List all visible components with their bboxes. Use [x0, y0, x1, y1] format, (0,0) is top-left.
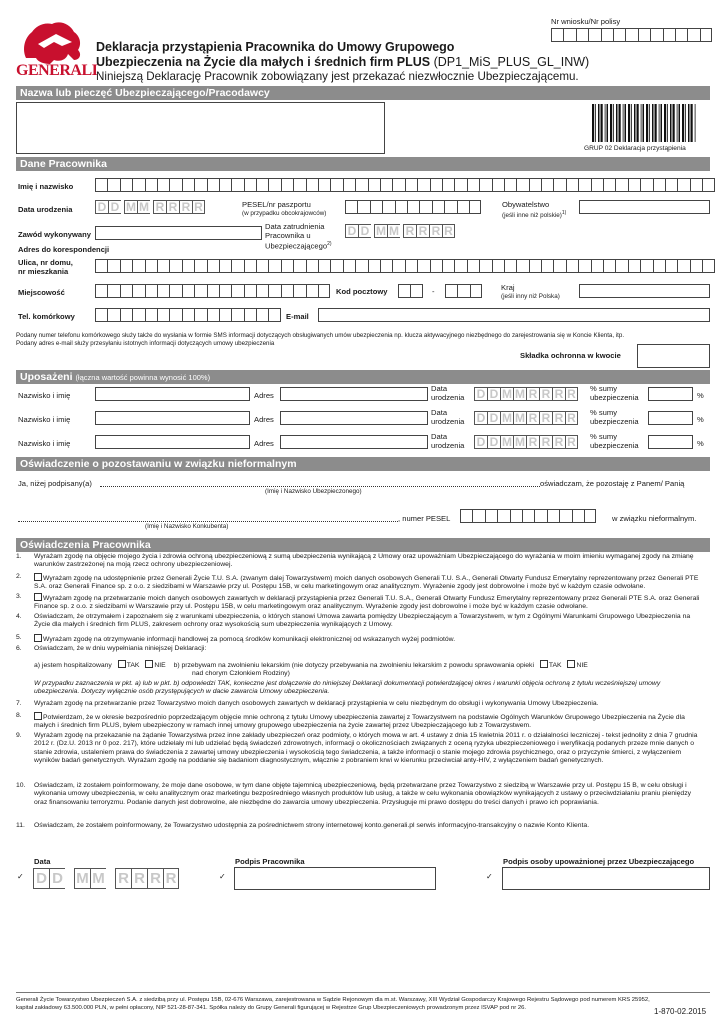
date-placeholder-char: R [403, 224, 416, 238]
barcode-bar [659, 104, 660, 142]
hire-date-cells[interactable] [345, 224, 455, 238]
page-title-line2 [96, 55, 589, 69]
statement-text: Oświadczam, że w dniu wypełniania niniejszej Deklaracji: [34, 645, 207, 652]
benef-address-field[interactable] [280, 411, 428, 425]
date-placeholder-char: R [526, 387, 539, 401]
statement-text-wrap [34, 573, 704, 592]
barcode-bar [685, 104, 686, 142]
authorized-signature-field[interactable] [502, 867, 710, 890]
informal-caption2: (Imię i Nazwisko Konkubenta) [145, 523, 229, 530]
email-note: Podany adres e-mail służy przesyłaniu istotnych informacji dotyczących umowy ubezpieczenia [16, 340, 275, 347]
date-placeholder-char: M [515, 387, 525, 401]
benef-share-label [590, 432, 639, 450]
statement-number: 7. [16, 700, 22, 707]
benef-share-label [590, 384, 639, 402]
barcode-bar [661, 104, 663, 142]
country-note: (jeśli inny niż Polska) [501, 293, 560, 300]
statement-item [16, 553, 708, 569]
barcode-bar [592, 104, 594, 142]
barcode-bar [598, 104, 600, 142]
footer-line1: Generali Życie Towarzystwo Ubezpieczeń S.A. z siedzibą przy ul. Postępu 15B, 02-676 Warszawa, zarejestrowana w Sądzie Rejonowym dla m.st. Warszawy, XIII Wydział Gospodarczy Krajowego Rejestru Sądowego pod numerem KRS 25952, [16, 997, 650, 1003]
barcode-bar [688, 104, 690, 142]
pesel-label: PESEL/nr paszportu [242, 200, 311, 209]
barcode-bar [673, 104, 675, 142]
q6-row [34, 660, 704, 679]
date-placeholder-char: R [565, 411, 578, 425]
street-l2: nr mieszkania [18, 267, 69, 276]
date-placeholder-char: R [179, 200, 192, 214]
informal-line2-after: w związku nieformalnym. [612, 514, 697, 523]
statement-text: Wyrażam zgodę na przetwarzanie przez Towarzystwo moich danych osobowych zawartych w deklaracji przystąpienia w celu niezbędnym do obsługi i wykonywania Umowy Ubezpieczenia. [34, 700, 599, 707]
employee-signature-field[interactable] [234, 867, 436, 890]
date-placeholder-char: R [442, 224, 455, 238]
barcode-bar [631, 104, 632, 142]
premium-field[interactable] [637, 344, 710, 368]
consent-checkbox[interactable] [34, 573, 42, 581]
benef-share-field[interactable] [648, 435, 693, 449]
benef-name-field[interactable] [95, 411, 250, 425]
country-label: Kraj [501, 283, 515, 292]
statement-item [16, 680, 708, 696]
page-title: Deklaracja przystąpienia Pracownika do Umowy Grupowego [96, 40, 455, 54]
section-employee: Dane Pracownika [16, 157, 710, 171]
benef-dob-l2: urodzenia [431, 441, 465, 450]
date-placeholder-char: R [552, 435, 565, 449]
city-cells[interactable] [95, 284, 330, 298]
section-beneficiaries [16, 370, 710, 384]
citizenship-note-text: (jeśli inne niż polskie) [502, 212, 562, 220]
benef-pct: % [697, 415, 704, 424]
dob-label: Data urodzenia [18, 205, 73, 214]
barcode-bar [637, 104, 639, 142]
statement-text-wrap [34, 645, 704, 653]
benef-dob-l2: urodzenia [431, 393, 465, 402]
email-field[interactable] [318, 308, 710, 322]
benef-name-field[interactable] [95, 387, 250, 401]
consent-checkbox[interactable] [34, 634, 42, 642]
date-placeholder-char: R [539, 435, 552, 449]
street-cells[interactable] [95, 259, 715, 273]
tick-icon: ✓ [486, 872, 493, 881]
consent-checkbox[interactable] [34, 712, 42, 720]
barcode-bar [643, 104, 645, 142]
date-placeholder-char: M [139, 200, 149, 214]
benef-share-l1: % sumy [590, 408, 618, 417]
benef-name-label: Nazwisko i imię [18, 415, 71, 424]
premium-label: Składka ochronna w kwocie [520, 351, 621, 360]
informal-line2-end: , numer PESEL [398, 514, 451, 523]
barcode-bar [616, 104, 618, 142]
informal-dots1[interactable] [100, 486, 540, 487]
informal-dots2[interactable] [18, 521, 398, 522]
statement-text-wrap [34, 613, 704, 630]
benef-address-field[interactable] [280, 435, 428, 449]
name-cells[interactable] [95, 178, 715, 192]
name-label: Imię i nazwisko [18, 182, 74, 191]
statement-number: 8. [16, 712, 22, 719]
hire-date-l2: Pracownika u [265, 231, 311, 240]
email-label: E-mail [286, 312, 309, 321]
authorized-signature-label: Podpis osoby upoważnionej przez Ubezpieczającego [503, 857, 695, 866]
date-placeholder-char: M [74, 868, 90, 889]
title-code: (DP1_MiS_PLUS_GL_INW) [430, 55, 590, 69]
phone-cells[interactable] [95, 308, 281, 322]
dob-cells[interactable] [95, 200, 205, 214]
date-label: Data [34, 857, 51, 866]
statement-number: 2. [16, 573, 22, 580]
title-bold: Ubezpieczenia na Życie dla małych i średnich firm PLUS [96, 55, 431, 69]
address-label: Adres do korespondencji [18, 245, 110, 254]
date-placeholder-char: D [487, 435, 500, 449]
benef-name-field[interactable] [95, 435, 250, 449]
barcode-bar [670, 104, 672, 142]
nie-label: NIE [576, 662, 588, 669]
pesel-cells[interactable] [345, 200, 481, 214]
hire-sup: 2) [327, 241, 332, 247]
date-placeholder-char: D [345, 224, 358, 238]
phone-label: Tel. komórkowy [18, 312, 75, 321]
benef-share-field[interactable] [648, 411, 693, 425]
phone-note: Podany numer telefonu komórkowego służy także do wysłania w formie SMS informacji dotyczących obsługiwanych umów ubezpieczenia np. klucza aktywacyjnego niezbędnego do zarejestrowania się w Koncie Klienta, itp. [16, 332, 625, 339]
informal-line1-end: oświadczam, że pozostaję z Panem/ Panią [540, 479, 685, 488]
postal-cells-a[interactable] [398, 284, 423, 298]
date-placeholder-char: D [487, 387, 500, 401]
date-placeholder-char: R [552, 387, 565, 401]
barcode-bar [682, 104, 684, 142]
statement-text-wrap [34, 553, 704, 570]
barcode-bar [623, 104, 624, 142]
statement-item [16, 782, 708, 818]
informal-pesel-cells[interactable] [460, 509, 596, 523]
benef-share-l1: % sumy [590, 384, 618, 393]
section-employer: Nazwa lub pieczęć Ubezpieczającego/Pracodawcy [16, 86, 710, 100]
statement-text: Wyrażam zgodę na objęcie mojego życia i zdrowia ochroną ubezpieczeniową z sumą ubezpieczenia wynikającą z Umowy oraz upoważniam Ubezpieczającego do wyrażania w moim imieniu wymaganej zgody na zmianę warunków zastrzeżonej na moją rzecz ochrony ubezpieczeniowej. [34, 553, 694, 569]
date-placeholder-char: R [416, 224, 429, 238]
consent-checkbox[interactable] [34, 593, 42, 601]
date-placeholder-char: R [429, 224, 442, 238]
informal-caption1: (Imię i Nazwisko Ubezpieczonego) [265, 488, 362, 495]
statement-item [16, 822, 708, 830]
q6b-nie-checkbox[interactable] [567, 660, 575, 668]
tak-label: TAK [126, 662, 140, 669]
barcode-bar [646, 104, 648, 142]
barcode-bar [679, 104, 681, 142]
street-label [18, 258, 73, 276]
statement-item [16, 613, 708, 629]
benef-dob-cells[interactable] [474, 411, 578, 425]
q6a-tak-checkbox[interactable] [118, 660, 126, 668]
sign-date-cells[interactable] [33, 868, 179, 889]
date-placeholder-char: M [389, 224, 399, 238]
footer-line2: kapitał zakładowy 63.500.000 PLN, w pełni opłacony, NIP 521-28-87-341. Spółka należy do Grupy Generali figurującej w Rejestrze Grup Ubezpieczeniowych prowadzonym przez ISVAP pod nr 26. [16, 1005, 527, 1011]
date-placeholder-char: R [539, 387, 552, 401]
footer-code: 1-870-02.2015 [654, 1007, 707, 1016]
date-placeholder-char: M [376, 224, 386, 238]
benef-pct: % [697, 391, 704, 400]
statement-text-wrap [34, 712, 704, 731]
statement-text: Wyrażam zgodę na przetwarzanie moich danych osobowych zawartych w deklaracji przystąpienia przez Generali T.U. S.A., Generali Otwarty Fundusz Emerytalny reprezentowany przez Generali PTE S.A. oraz Generali Finance sp. z o.o. z siedzibami w Warszawie przy ul. Postępu 15B, w celu marketingowym oraz analitycznym. Wyrażenie zgody jest dobrowolne i może być w każdym czasie odwołane. [34, 595, 700, 611]
date-placeholder-char: R [526, 435, 539, 449]
benef-address-label: Adres [254, 439, 274, 448]
statement-text-wrap [34, 732, 704, 765]
hire-date-l1: Data zatrudnienia [265, 222, 325, 231]
barcode-bar [613, 104, 614, 142]
benef-dob-l1: Data [431, 432, 448, 441]
citizenship-field[interactable] [579, 200, 710, 214]
statement-item [16, 660, 708, 678]
hire-date-l3: Ubezpieczającego [265, 241, 328, 251]
q6b-label-2: nad chorym Członkiem Rodziny) [192, 670, 290, 678]
statement-number: 4. [16, 613, 22, 620]
barcode-bar [695, 104, 696, 142]
barcode-bar [619, 104, 621, 142]
postal-dash: - [432, 287, 435, 296]
date-placeholder-char: R [552, 411, 565, 425]
statement-item [16, 573, 708, 589]
date-placeholder-char: M [502, 435, 512, 449]
barcode [592, 104, 698, 142]
statement-text: Potwierdzam, że w okresie bezpośrednio poprzedzającym objęcie mnie ochroną z tytułu Umowy ubezpieczenia zawartej z Towarzystwem na podstawie Ogólnych Warunków Grupowego Ubezpieczenia na Życie dla małych i średnich firm PLUS, byłem ubezpieczony w ramach innej umowy grupowego ubezpieczenia na życie zawartej przez Ubezpieczającego lub z Towarzystwem. [34, 714, 685, 730]
date-placeholder-char: D [95, 200, 108, 214]
barcode-bar [610, 104, 612, 142]
postal-cells-b[interactable] [445, 284, 482, 298]
page-subtitle: Niniejszą Deklarację Pracownik zobowiązany jest przekazać niezwłocznie Ubezpieczającemu. [96, 70, 579, 83]
date-placeholder-char: D [474, 387, 487, 401]
barcode-bar [652, 104, 654, 142]
date-placeholder-char: D [108, 200, 121, 214]
barcode-bar [664, 104, 666, 142]
hire-date-label [265, 222, 332, 251]
benef-name-label: Nazwisko i imię [18, 391, 71, 400]
footer-rule [16, 992, 710, 993]
statement-text: Oświadczam, że zostałem poinformowany, że Towarzystwo udostępnia za pośrednictwem strony internetowej konto.generali.pl serwis informacyjno-transakcyjny o nazwie Konto Klienta. [34, 822, 590, 829]
street-l1: Ulica, nr domu, [18, 258, 73, 267]
employee-signature-label: Podpis Pracownika [235, 857, 305, 866]
barcode-bar [641, 104, 642, 142]
date-placeholder-char: R [163, 868, 179, 889]
date-placeholder-char: M [515, 435, 525, 449]
date-placeholder-char: R [565, 435, 578, 449]
statement-text: Oświadczam, że otrzymałem i zapoznałem się z warunkami ubezpieczenia, o których stanowi Umowa zawarta pomiędzy Ubezpieczającym a Towarzystwem, w tym z Ogólnymi Warunkami Grupowego Ubezpieczenia na Życie dla małych i średnich firm PLUS, zakresem ochrony oraz wysokością sum ubezpieczenia wynikających z Umowy. [34, 613, 691, 629]
job-field[interactable] [95, 226, 262, 240]
section-statements: Oświadczenia Pracownika [16, 538, 710, 552]
benef-share-l2: ubezpieczenia [590, 417, 639, 426]
job-label: Zawód wykonywany [18, 230, 92, 239]
statement-number: 3. [16, 593, 22, 600]
statement-number: 6. [16, 645, 22, 652]
statement-text: W przypadku zaznaczenia w pkt. a) lub w pkt. b) odpowiedzi TAK, konieczne jest dołączenie do niniejszej Deklaracji dokumentacji potwierdzającej okres i warunki objęcia ochroną z tytułu wcześniejszej umowy ubezpieczenia. Dotyczy wyłącznie osób przystępujących w dacie zawarcia Umowy ubezpieczenia. [34, 680, 661, 696]
city-label: Miejscowość [18, 288, 65, 297]
benef-share-l1: % sumy [590, 432, 618, 441]
benef-address-label: Adres [254, 391, 274, 400]
benef-dob-label [431, 384, 464, 402]
statement-text-wrap [34, 782, 704, 807]
benef-name-label: Nazwisko i imię [18, 439, 71, 448]
pesel-note: (w przypadku obcokrajowców) [242, 210, 327, 217]
statement-text: Oświadczam, iż zostałem poinformowany, że moje dane osobowe, w tym dane objęte tajemnicą ubezpieczeniową, będą przetwarzane przez Towarzystwo z siedzibą w Warszawie przy ul. Postępu 15 B, w celu obsługi i wykonania umowy ubezpieczenia, w celu analitycznym oraz marketingu bezpośredniego własnych produktów lub usług, a także w celu wykonania obowiązków wynikających z ustawy o przeciwdziałaniu praniu pieniędzy oraz finansowaniu terroryzmu. Podanie danych jest dobrowolne, ale niezbędne do zawarcia umowy ubezpieczenia. Przysługuje mi prawo dostępu do treści danych i prawo ich poprawiania. [34, 782, 691, 806]
statement-number: 11. [16, 822, 25, 829]
benef-share-l2: ubezpieczenia [590, 441, 639, 450]
country-field[interactable] [579, 284, 710, 298]
benef-dob-label [431, 432, 464, 450]
statement-item [16, 634, 708, 642]
date-placeholder-char: D [358, 224, 371, 238]
postal-label: Kod pocztowy [336, 287, 388, 296]
date-placeholder-char: R [115, 868, 131, 889]
date-placeholder-char: R [131, 868, 147, 889]
date-placeholder-char: D [33, 868, 49, 889]
statement-number: 5. [16, 634, 22, 641]
date-placeholder-char: D [474, 411, 487, 425]
statement-text: Wyrażam zgodę na otrzymywanie informacji handlowej za pomocą środków komunikacji elektronicznej od wskazanych wyżej podmiotów. [43, 636, 456, 643]
benef-dob-label [431, 408, 464, 426]
statement-number: 10. [16, 782, 26, 789]
barcode-bar [649, 104, 650, 142]
benef-dob-l1: Data [431, 408, 448, 417]
date-placeholder-char: M [502, 411, 512, 425]
logo-text: GENERALI [16, 62, 98, 79]
generali-logo [16, 14, 98, 80]
barcode-bar [677, 104, 678, 142]
date-placeholder-char: M [502, 387, 512, 401]
statement-text: Wyrażam zgodę na udostępnienie przez Generali Życie T.U. S.A. (zwanym dalej Towarzystwem) moich danych osobowych Generali T.U. S.A., Generali Otwarty Fundusz Emerytalny reprezentowany przez Generali PTE S.A. oraz Generali Finance sp. z o.o. z siedzibami w Warszawie przy ul. Postępu 15B, w celu marketingowym oraz analitycznym. Wyrażenie zgody jest dobrowolne i może być w każdym czasie odwołane. [34, 575, 699, 591]
tak-label: TAK [548, 662, 562, 669]
q6a-nie-checkbox[interactable] [145, 660, 153, 668]
citizenship-note [502, 210, 566, 219]
date-placeholder-char: D [474, 435, 487, 449]
statement-item [16, 700, 708, 708]
date-placeholder-char: R [565, 387, 578, 401]
date-placeholder-char: R [147, 868, 163, 889]
statement-text: Wyrażam zgodę na przekazanie na żądanie Towarzystwa przez inne zakłady ubezpieczeń oraz podmioty, o których mowa w art. 4 ustawy z dnia 15 kwietnia 2011 r. o działalności leczniczej - tekst jednolity z dnia 7 grudnia 2012 r. (Dz.U. 2013 nr 0 poz. 217), które udzielały mi lub udzielać będą świadczeń zdrowotnych, informacji o okolicznościach związanych z oceną ryzyka ubezpieczeniowego i weryfikacją podanych przeze mnie danych o stanie zdrowia, ustaleniem prawa do świadczenia z zawartej umowy ubezpieczenia i wysokością tego świadczenia, a także informacji o stanie mojego zdrowia psychicznego, oraz o przyczynie śmierci, z wyłączeniem wyników badań genetycznych. Wyrażam zgodę na poddanie się badaniom diagnostycznym, włącznie z pobraniem krwi w kierunku przeciwciał anty-HIV, z wyłączeniem badań genetycznych. [34, 732, 698, 764]
benef-share-l2: ubezpieczenia [590, 393, 639, 402]
nr-wniosku-cells[interactable] [551, 28, 712, 42]
q6a-label: a) jestem hospitalizowany [34, 662, 112, 669]
date-placeholder-char: R [166, 200, 179, 214]
date-placeholder-char: D [487, 411, 500, 425]
benef-dob-cells[interactable] [474, 387, 578, 401]
nie-label: NIE [154, 662, 166, 669]
statement-item [16, 712, 708, 728]
statement-text-wrap [34, 700, 704, 708]
citizenship-sup: 1) [561, 210, 567, 216]
nr-wniosku-label: Nr wniosku/Nr polisy [551, 17, 621, 26]
barcode-bar [595, 104, 596, 142]
tick-icon: ✓ [219, 872, 226, 881]
benef-pct: % [697, 439, 704, 448]
benef-address-label: Adres [254, 415, 274, 424]
barcode-bar [634, 104, 636, 142]
benef-title: Uposażeni [20, 371, 73, 383]
date-placeholder-char: R [526, 411, 539, 425]
tick-icon: ✓ [17, 872, 24, 881]
barcode-icon [592, 104, 698, 142]
statement-number: 1. [16, 553, 22, 560]
informal-start: Ja, niżej podpisany(a) [18, 479, 92, 488]
date-placeholder-char: M [126, 200, 136, 214]
barcode-bar [605, 104, 606, 142]
benef-address-field[interactable] [280, 387, 428, 401]
date-placeholder-char: M [515, 411, 525, 425]
employer-field[interactable] [16, 102, 385, 154]
date-placeholder-char: R [192, 200, 205, 214]
date-placeholder-char: R [539, 411, 552, 425]
benef-share-field[interactable] [648, 387, 693, 401]
date-placeholder-char: R [153, 200, 166, 214]
barcode-bar [628, 104, 630, 142]
q6b-tak-checkbox[interactable] [540, 660, 548, 668]
q6b-label: b) przebywam na zwolnieniu lekarskim (nie dotyczy przebywania na zwolnieniu lekarskim z powodu sprawowania opieki [173, 662, 534, 669]
statement-number: 9. [16, 732, 22, 739]
statement-item [16, 593, 708, 609]
benef-note: (łączna wartość powinna wynosić 100%) [75, 373, 211, 382]
barcode-bar [655, 104, 657, 142]
barcode-caption: GRUP 02 Deklaracja przystąpienia [584, 145, 686, 152]
barcode-bar [667, 104, 668, 142]
barcode-bar [625, 104, 627, 142]
benef-dob-l2: urodzenia [431, 417, 465, 426]
citizenship-label: Obywatelstwo [502, 200, 550, 209]
statement-text-wrap [34, 593, 704, 612]
barcode-bar [691, 104, 693, 142]
statement-item [16, 732, 708, 778]
informal-line1 [18, 479, 92, 488]
statement-text-wrap [34, 822, 704, 830]
date-placeholder-char: M [90, 868, 106, 889]
benef-dob-cells[interactable] [474, 435, 578, 449]
statement-text-wrap [34, 680, 704, 697]
benef-share-label [590, 408, 639, 426]
date-placeholder-char: D [49, 868, 65, 889]
section-informal: Oświadczenie o pozostawaniu w związku nieformalnym [16, 457, 710, 471]
statement-item [16, 645, 708, 653]
benef-dob-l1: Data [431, 384, 448, 393]
statement-text-wrap [34, 634, 704, 644]
barcode-bar [607, 104, 609, 142]
barcode-bar [601, 104, 603, 142]
